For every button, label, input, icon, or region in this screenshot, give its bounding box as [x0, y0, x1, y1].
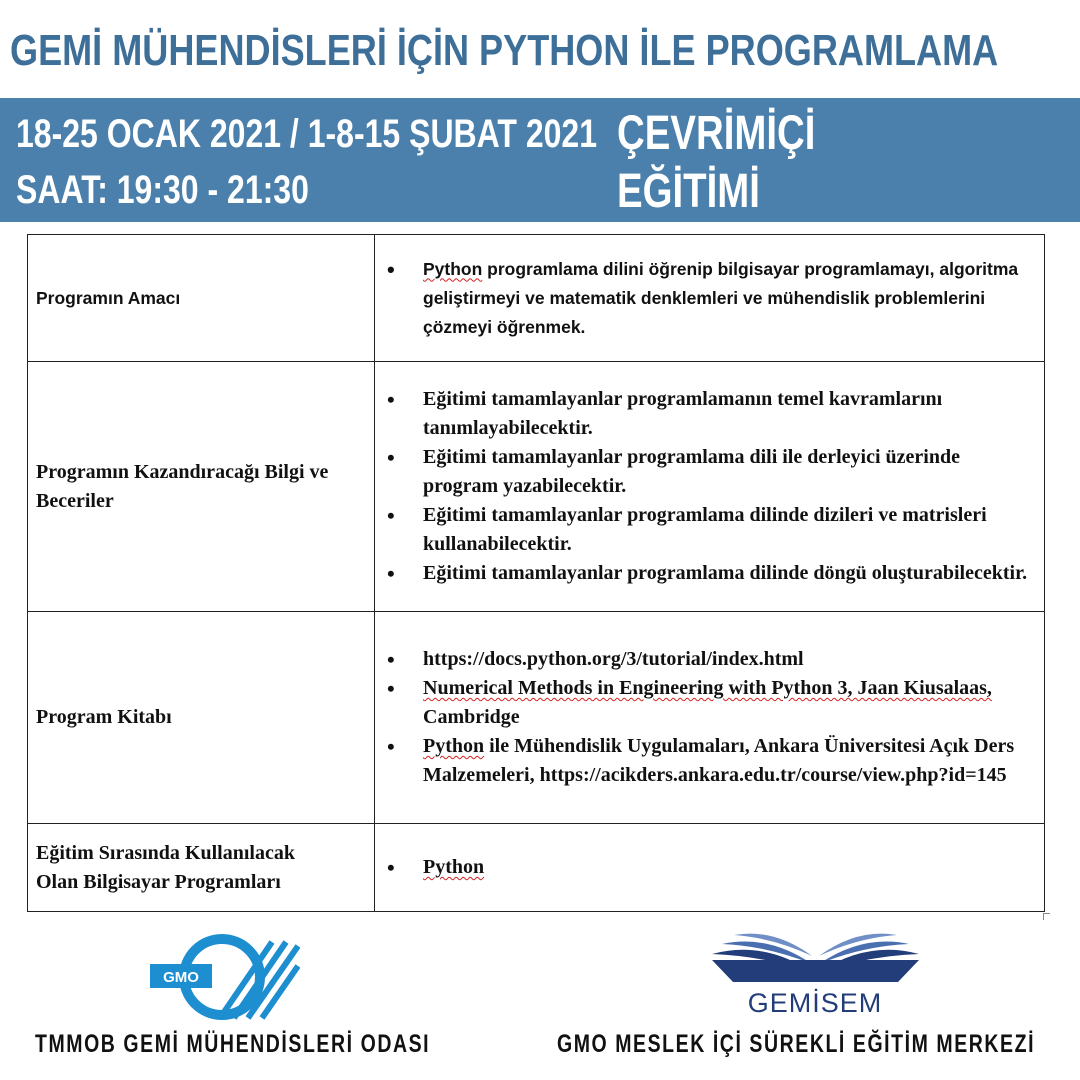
- list-item: • Eğitimi tamamlayanlar programlama dilinde dizileri ve matrisleri kullanabilecektir.: [423, 501, 1034, 559]
- gemisem-logo: [708, 930, 923, 1025]
- page-title: GEMİ MÜHENDİSLERİ İÇİN PYTHON İLE PROGRAMLAMA: [10, 26, 999, 75]
- list-item: • Python ile Mühendislik Uygulamaları, Ankara Üniversitesi Açık Ders Malzemeleri, https://acikders.ankara.edu.tr/course/view.php?id=145: [423, 732, 1034, 790]
- row-content-software: [375, 824, 1045, 912]
- gmo-logo-text: GMO: [163, 969, 199, 986]
- row-content-purpose: [375, 235, 1045, 362]
- list-item: • https://docs.python.org/3/tutorial/index.html: [423, 645, 1034, 674]
- list-item: • Eğitimi tamamlayanlar programlama dili ile derleyici üzerinde program yazabilecektir.: [423, 443, 1034, 501]
- row-label-skills: Programın Kazandıracağı Bilgi ve Beceriler: [28, 362, 375, 612]
- software-name: Python: [423, 856, 485, 878]
- online-label-line2: EĞİTİMİ: [617, 165, 760, 218]
- row-label-book: Program Kitabı: [28, 612, 375, 824]
- right-organization-name: GMO MESLEK İÇİ SÜREKLİ EĞİTİM MERKEZİ: [557, 1030, 1036, 1058]
- gemisem-logo-text: GEMİSEM: [747, 988, 883, 1018]
- left-organization-name: TMMOB GEMİ MÜHENDİSLERİ ODASI: [35, 1030, 431, 1058]
- row-content-skills: [375, 362, 1045, 612]
- list-item: • Python programlama dilini öğrenip bilgisayar programlamayı, algoritma geliştirmeyi ve matematik denklemleri ve mühendislik problemlerini çözmeyi öğrenmek.: [423, 255, 1034, 342]
- gmo-logo: [150, 930, 300, 1025]
- table-row: [28, 824, 1045, 912]
- program-info-table: [27, 234, 1045, 912]
- page-corner-mark: [1043, 913, 1050, 920]
- row-label-purpose: Programın Amacı: [28, 235, 375, 362]
- date-banner: [0, 98, 1080, 222]
- row-label-software: Eğitim Sırasında Kullanılacak Olan Bilgisayar Programları: [28, 824, 375, 912]
- list-item: • Eğitimi tamamlayanlar programlamanın temel kavramlarını tanımlayabilecektir.: [423, 385, 1034, 443]
- table-row: [28, 362, 1045, 612]
- course-dates: 18-25 OCAK 2021 / 1-8-15 ŞUBAT 2021: [16, 112, 598, 156]
- list-item: • Numerical Methods in Engineering with Python 3, Jaan Kiusalaas, Cambridge: [423, 674, 1034, 732]
- table-row: [28, 612, 1045, 824]
- row-content-book: [375, 612, 1045, 824]
- online-label-line1: ÇEVRİMİÇİ: [617, 107, 816, 160]
- list-item: • Eğitimi tamamlayanlar programlama dilinde döngü oluşturabilecektir.: [423, 559, 1034, 588]
- course-time: SAAT: 19:30 - 21:30: [16, 168, 309, 212]
- list-item: [423, 853, 1034, 882]
- table-row: [28, 235, 1045, 362]
